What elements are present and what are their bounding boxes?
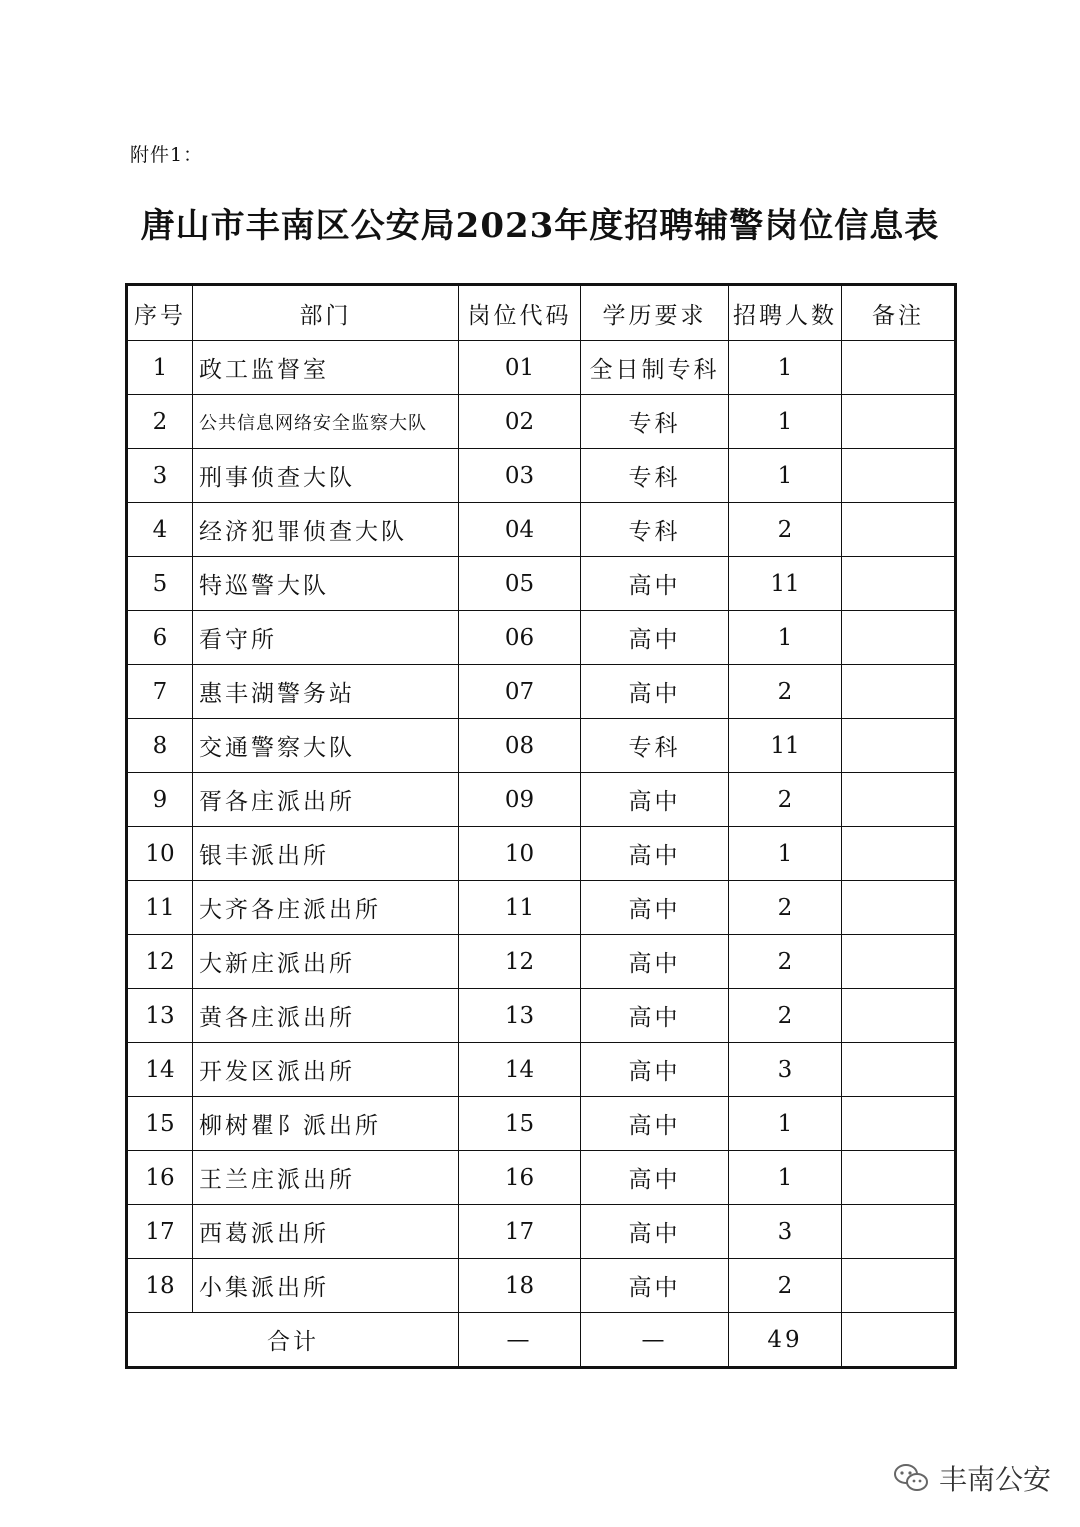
total-code: — [459, 1313, 581, 1368]
department-cell: 柳树瞿阝派出所 [193, 1097, 459, 1151]
position-code-cell: 18 [459, 1259, 581, 1313]
education-cell: 高中 [581, 773, 729, 827]
department-cell: 黄各庄派出所 [193, 989, 459, 1043]
position-code-cell: 03 [459, 449, 581, 503]
hire-count-cell: 2 [729, 989, 842, 1043]
table-row [127, 1097, 956, 1151]
position-code-cell: 14 [459, 1043, 581, 1097]
education-cell: 专科 [581, 449, 729, 503]
department-cell: 经济犯罪侦查大队 [193, 503, 459, 557]
hire-count-cell: 11 [729, 557, 842, 611]
department-cell: 惠丰湖警务站 [193, 665, 459, 719]
note-cell [842, 1043, 956, 1097]
note-cell [842, 773, 956, 827]
note-cell [842, 449, 956, 503]
note-cell [842, 395, 956, 449]
table-row [127, 557, 956, 611]
note-cell [842, 1205, 956, 1259]
position-code-cell: 01 [459, 341, 581, 395]
row-index-cell: 12 [127, 935, 193, 989]
education-cell: 高中 [581, 557, 729, 611]
header-note: 备注 [842, 285, 956, 341]
account-watermark [893, 1458, 1051, 1498]
education-cell: 专科 [581, 719, 729, 773]
department-cell: 西葛派出所 [193, 1205, 459, 1259]
table-row [127, 1205, 956, 1259]
hire-count-cell: 1 [729, 449, 842, 503]
note-cell [842, 1097, 956, 1151]
table-row [127, 665, 956, 719]
total-note [842, 1313, 956, 1368]
education-cell: 高中 [581, 1259, 729, 1313]
note-cell [842, 665, 956, 719]
department-cell: 看守所 [193, 611, 459, 665]
table-header-row [127, 285, 956, 341]
note-cell [842, 611, 956, 665]
education-cell: 高中 [581, 611, 729, 665]
department-cell: 大齐各庄派出所 [193, 881, 459, 935]
page-title: 唐山市丰南区公安局2023年度招聘辅警岗位信息表 [140, 206, 940, 246]
note-cell [842, 719, 956, 773]
position-code-cell: 02 [459, 395, 581, 449]
department-cell: 王兰庄派出所 [193, 1151, 459, 1205]
position-code-cell: 15 [459, 1097, 581, 1151]
attachment-label: 附件1： [130, 144, 204, 166]
table-row [127, 935, 956, 989]
table-row [127, 503, 956, 557]
hire-count-cell: 11 [729, 719, 842, 773]
table-row [127, 395, 956, 449]
note-cell [842, 557, 956, 611]
total-label: 合计 [127, 1313, 459, 1368]
department-cell: 小集派出所 [193, 1259, 459, 1313]
note-cell [842, 935, 956, 989]
table-row [127, 773, 956, 827]
row-index-cell: 14 [127, 1043, 193, 1097]
education-cell: 专科 [581, 503, 729, 557]
hire-count-cell: 1 [729, 1151, 842, 1205]
row-index-cell: 16 [127, 1151, 193, 1205]
position-code-cell: 05 [459, 557, 581, 611]
hire-count-cell: 3 [729, 1205, 842, 1259]
row-index-cell: 9 [127, 773, 193, 827]
education-cell: 高中 [581, 989, 729, 1043]
department-cell: 大新庄派出所 [193, 935, 459, 989]
department-cell: 公共信息网络安全监察大队 [193, 395, 459, 449]
education-cell: 高中 [581, 935, 729, 989]
note-cell [842, 503, 956, 557]
position-code-cell: 07 [459, 665, 581, 719]
row-index-cell: 2 [127, 395, 193, 449]
row-index-cell: 10 [127, 827, 193, 881]
total-count: 49 [729, 1313, 842, 1368]
hire-count-cell: 2 [729, 773, 842, 827]
education-cell: 高中 [581, 665, 729, 719]
table-row [127, 719, 956, 773]
department-cell: 胥各庄派出所 [193, 773, 459, 827]
position-code-cell: 17 [459, 1205, 581, 1259]
note-cell [842, 827, 956, 881]
hire-count-cell: 1 [729, 611, 842, 665]
education-cell: 专科 [581, 395, 729, 449]
position-code-cell: 04 [459, 503, 581, 557]
hire-count-cell: 2 [729, 935, 842, 989]
table-row [127, 1259, 956, 1313]
education-cell: 高中 [581, 1097, 729, 1151]
hire-count-cell: 1 [729, 341, 842, 395]
position-table [125, 283, 957, 1369]
department-cell: 交通警察大队 [193, 719, 459, 773]
department-cell: 特巡警大队 [193, 557, 459, 611]
education-cell: 高中 [581, 1151, 729, 1205]
hire-count-cell: 2 [729, 1259, 842, 1313]
header-count: 招聘人数 [729, 285, 842, 341]
position-code-cell: 12 [459, 935, 581, 989]
total-row [127, 1313, 956, 1368]
row-index-cell: 1 [127, 341, 193, 395]
row-index-cell: 18 [127, 1259, 193, 1313]
position-code-cell: 16 [459, 1151, 581, 1205]
table-row [127, 1043, 956, 1097]
note-cell [842, 1151, 956, 1205]
row-index-cell: 6 [127, 611, 193, 665]
table-row [127, 1151, 956, 1205]
department-cell: 银丰派出所 [193, 827, 459, 881]
department-cell: 开发区派出所 [193, 1043, 459, 1097]
position-code-cell: 09 [459, 773, 581, 827]
hire-count-cell: 1 [729, 827, 842, 881]
education-cell: 高中 [581, 1205, 729, 1259]
table-row [127, 449, 956, 503]
table-row [127, 827, 956, 881]
note-cell [842, 1259, 956, 1313]
hire-count-cell: 2 [729, 503, 842, 557]
position-code-cell: 08 [459, 719, 581, 773]
table-row [127, 989, 956, 1043]
education-cell: 高中 [581, 827, 729, 881]
note-cell [842, 881, 956, 935]
department-cell: 刑事侦查大队 [193, 449, 459, 503]
education-cell: 高中 [581, 1043, 729, 1097]
header-department: 部门 [193, 285, 459, 341]
header-index: 序号 [127, 285, 193, 341]
table-row [127, 881, 956, 935]
table-row [127, 341, 956, 395]
row-index-cell: 8 [127, 719, 193, 773]
row-index-cell: 13 [127, 989, 193, 1043]
hire-count-cell: 2 [729, 665, 842, 719]
hire-count-cell: 1 [729, 395, 842, 449]
education-cell: 全日制专科 [581, 341, 729, 395]
table-row [127, 611, 956, 665]
note-cell [842, 341, 956, 395]
position-code-cell: 10 [459, 827, 581, 881]
wechat-icon [893, 1462, 929, 1494]
hire-count-cell: 1 [729, 1097, 842, 1151]
position-code-cell: 06 [459, 611, 581, 665]
hire-count-cell: 2 [729, 881, 842, 935]
row-index-cell: 11 [127, 881, 193, 935]
hire-count-cell: 3 [729, 1043, 842, 1097]
row-index-cell: 4 [127, 503, 193, 557]
position-code-cell: 13 [459, 989, 581, 1043]
header-education: 学历要求 [581, 285, 729, 341]
header-position-code: 岗位代码 [459, 285, 581, 341]
row-index-cell: 7 [127, 665, 193, 719]
note-cell [842, 989, 956, 1043]
row-index-cell: 15 [127, 1097, 193, 1151]
row-index-cell: 5 [127, 557, 193, 611]
department-cell: 政工监督室 [193, 341, 459, 395]
row-index-cell: 17 [127, 1205, 193, 1259]
account-name: 丰南公安 [939, 1463, 1052, 1496]
total-education: — [581, 1313, 729, 1368]
row-index-cell: 3 [127, 449, 193, 503]
education-cell: 高中 [581, 881, 729, 935]
position-code-cell: 11 [459, 881, 581, 935]
